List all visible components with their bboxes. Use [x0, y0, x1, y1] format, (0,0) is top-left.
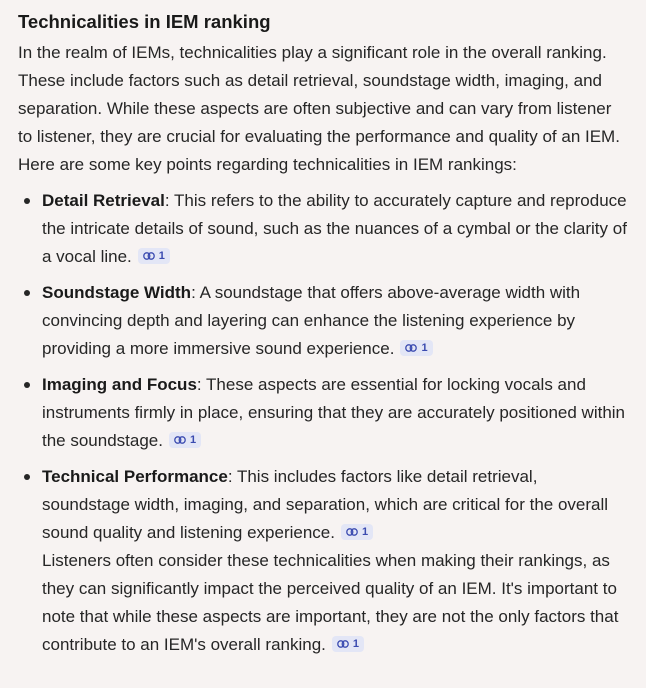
list-item [18, 371, 628, 455]
item-text: : These aspects are essential for locking vocals and instruments firmly in place, ensuring that they are accurately positioned within the soundstage. [42, 375, 626, 450]
link-icon [174, 436, 186, 444]
link-icon [337, 640, 349, 648]
citation-number: 1 [361, 526, 369, 538]
citation-chip[interactable] [169, 432, 201, 448]
closing-text: Listeners often consider these technicalities when making their rankings, as they can significantly impact the perceived quality of an IEM. It's important to note that while these aspects are important, they are not the only factors that contribute to an IEM's overall ranking. [42, 551, 619, 654]
link-icon [405, 344, 417, 352]
item-term: Soundstage Width [42, 283, 192, 302]
item-text: : This includes factors like detail retrieval, soundstage width, imaging, and separation, which are critical for the overall sound quality and listening experience. [42, 467, 609, 542]
list-item [18, 187, 628, 271]
citation-number: 1 [421, 342, 428, 354]
item-term: Imaging and Focus [42, 375, 197, 394]
citation-chip[interactable] [332, 636, 364, 652]
citation-chip[interactable] [341, 524, 373, 540]
intro-paragraph: In the realm of IEMs, technicalities play a significant role in the overall ranking. These include factors such as detail retrieval, soundstage width, imaging, and separation. While these aspects are often subjective and can vary from listener to listener, they are crucial for evaluating the performance and quality of an IEM. Here are some key points regarding technicalities in IEM rankings: [18, 43, 620, 174]
item-text: : This refers to the ability to accurately capture and reproduce the intricate details of sound, such as the nuances of a cymbal or the clarity of a vocal line. [42, 191, 627, 266]
list-item [18, 279, 628, 363]
item-term: Technical Performance [42, 467, 228, 486]
closing-paragraph [42, 547, 628, 659]
item-term: Detail Retrieval [42, 191, 165, 210]
link-icon [346, 528, 358, 536]
link-icon [143, 252, 155, 260]
technicalities-list [18, 187, 628, 659]
section-heading: Technicalities in IEM ranking [18, 11, 271, 32]
list-item [18, 463, 628, 659]
citation-chip[interactable] [400, 340, 432, 356]
citation-number: 1 [158, 250, 165, 262]
citation-number: 1 [352, 638, 360, 650]
citation-chip[interactable] [138, 248, 170, 264]
item-text: : A soundstage that offers above-average width with convincing depth and layering can enhance the listening experience by providing a more immersive sound experience. [42, 283, 581, 358]
citation-number: 1 [189, 434, 197, 446]
